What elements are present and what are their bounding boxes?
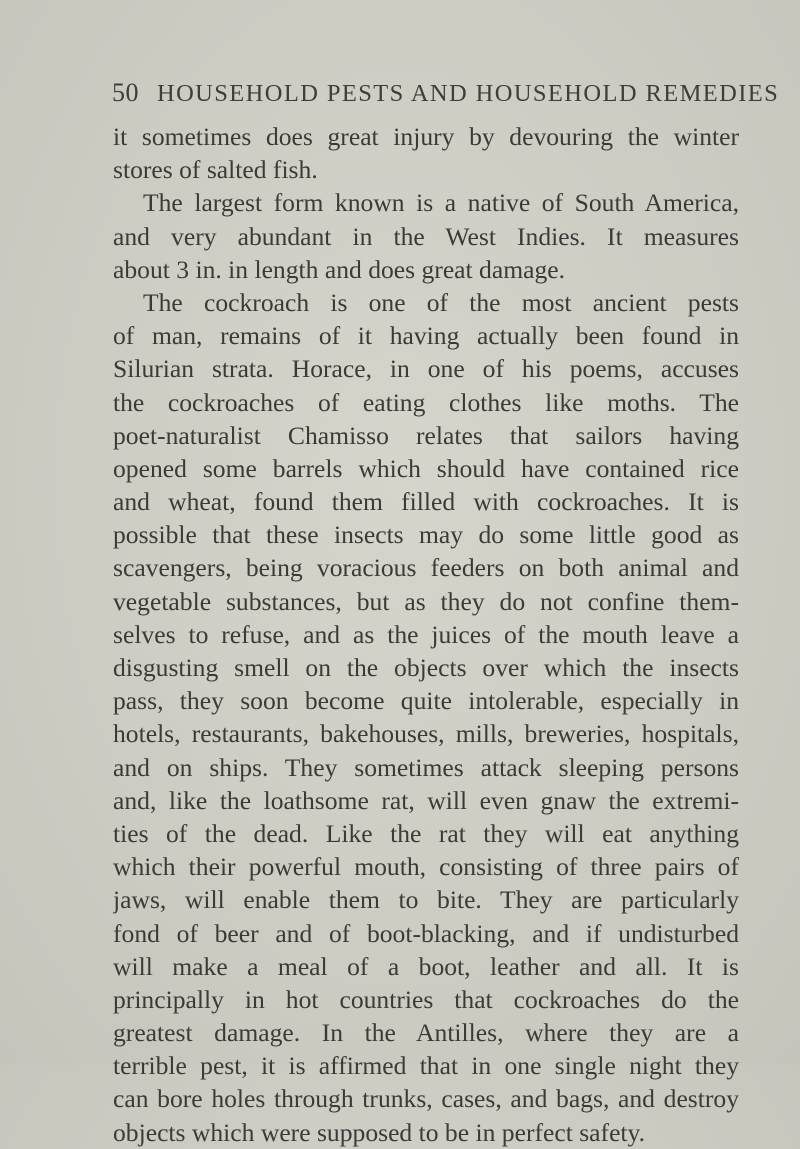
text-line: vegetable substances, but as they do not confine them-: [113, 586, 739, 616]
text-line: and on ships. They sometimes attack sleeping persons: [113, 752, 739, 782]
text-line: it sometimes does great injury by devouring the winter: [113, 122, 739, 151]
text-line: hotels, restaurants, bakehouses, mills, breweries, hospitals,: [113, 719, 739, 749]
text-line: jaws, will enable them to bite. They are particularly: [113, 885, 739, 915]
body-text: [113, 120, 739, 1149]
text-line: fond of beer and of boot-blacking, and if undisturbed: [113, 918, 739, 948]
text-line: and, like the loathsome rat, will even gnaw the extremi-: [113, 785, 739, 815]
text-line: selves to refuse, and as the juices of the mouth leave a: [113, 619, 739, 649]
text-line: pass, they soon become quite intolerable, especially in: [113, 686, 739, 716]
text-line: principally in hot countries that cockroaches do the: [113, 984, 739, 1014]
text-line: possible that these insects may do some little good as: [113, 520, 739, 550]
text-line: ties of the dead. Like the rat they will eat anything: [113, 818, 739, 848]
text-line: disgusting smell on the objects over which the insects: [113, 653, 739, 682]
text-line: can bore holes through trunks, cases, and bags, and destroy: [113, 1084, 739, 1114]
text-line: opened some barrels which should have contained rice: [113, 453, 739, 483]
text-line: The largest form known is a native of South America,: [143, 188, 739, 218]
text-line: of man, remains of it having actually been found in: [113, 321, 739, 351]
text-line: The cockroach is one of the most ancient pests: [143, 287, 739, 317]
text-line: scavengers, being voracious feeders on both animal and: [113, 553, 739, 583]
text-line: objects which were supposed to be in perfect safety.: [113, 1117, 646, 1147]
text-line: stores of salted fish.: [113, 155, 318, 185]
running-title: HOUSEHOLD PESTS AND HOUSEHOLD REMEDIES: [157, 80, 780, 107]
running-head: [112, 78, 780, 114]
text-line: terrible pest, it is affirmed that in one single night they: [113, 1051, 739, 1081]
text-line: the cockroaches of eating clothes like moths. The: [113, 387, 739, 417]
text-line: and wheat, found them filled with cockroaches. It is: [113, 487, 739, 517]
text-line: Silurian strata. Horace, in one of his poems, accuses: [113, 354, 739, 384]
text-line: about 3 in. in length and does great damage.: [113, 254, 566, 284]
page-number: 50: [112, 78, 139, 107]
text-line: poet-naturalist Chamisso relates that sailors having: [113, 420, 739, 450]
text-line: will make a meal of a boot, leather and all. It is: [113, 951, 739, 981]
text-line: which their powerful mouth, consisting of three pairs of: [113, 852, 739, 882]
text-line: greatest damage. In the Antilles, where they are a: [113, 1018, 739, 1048]
text-line: and very abundant in the West Indies. It measures: [113, 221, 739, 251]
